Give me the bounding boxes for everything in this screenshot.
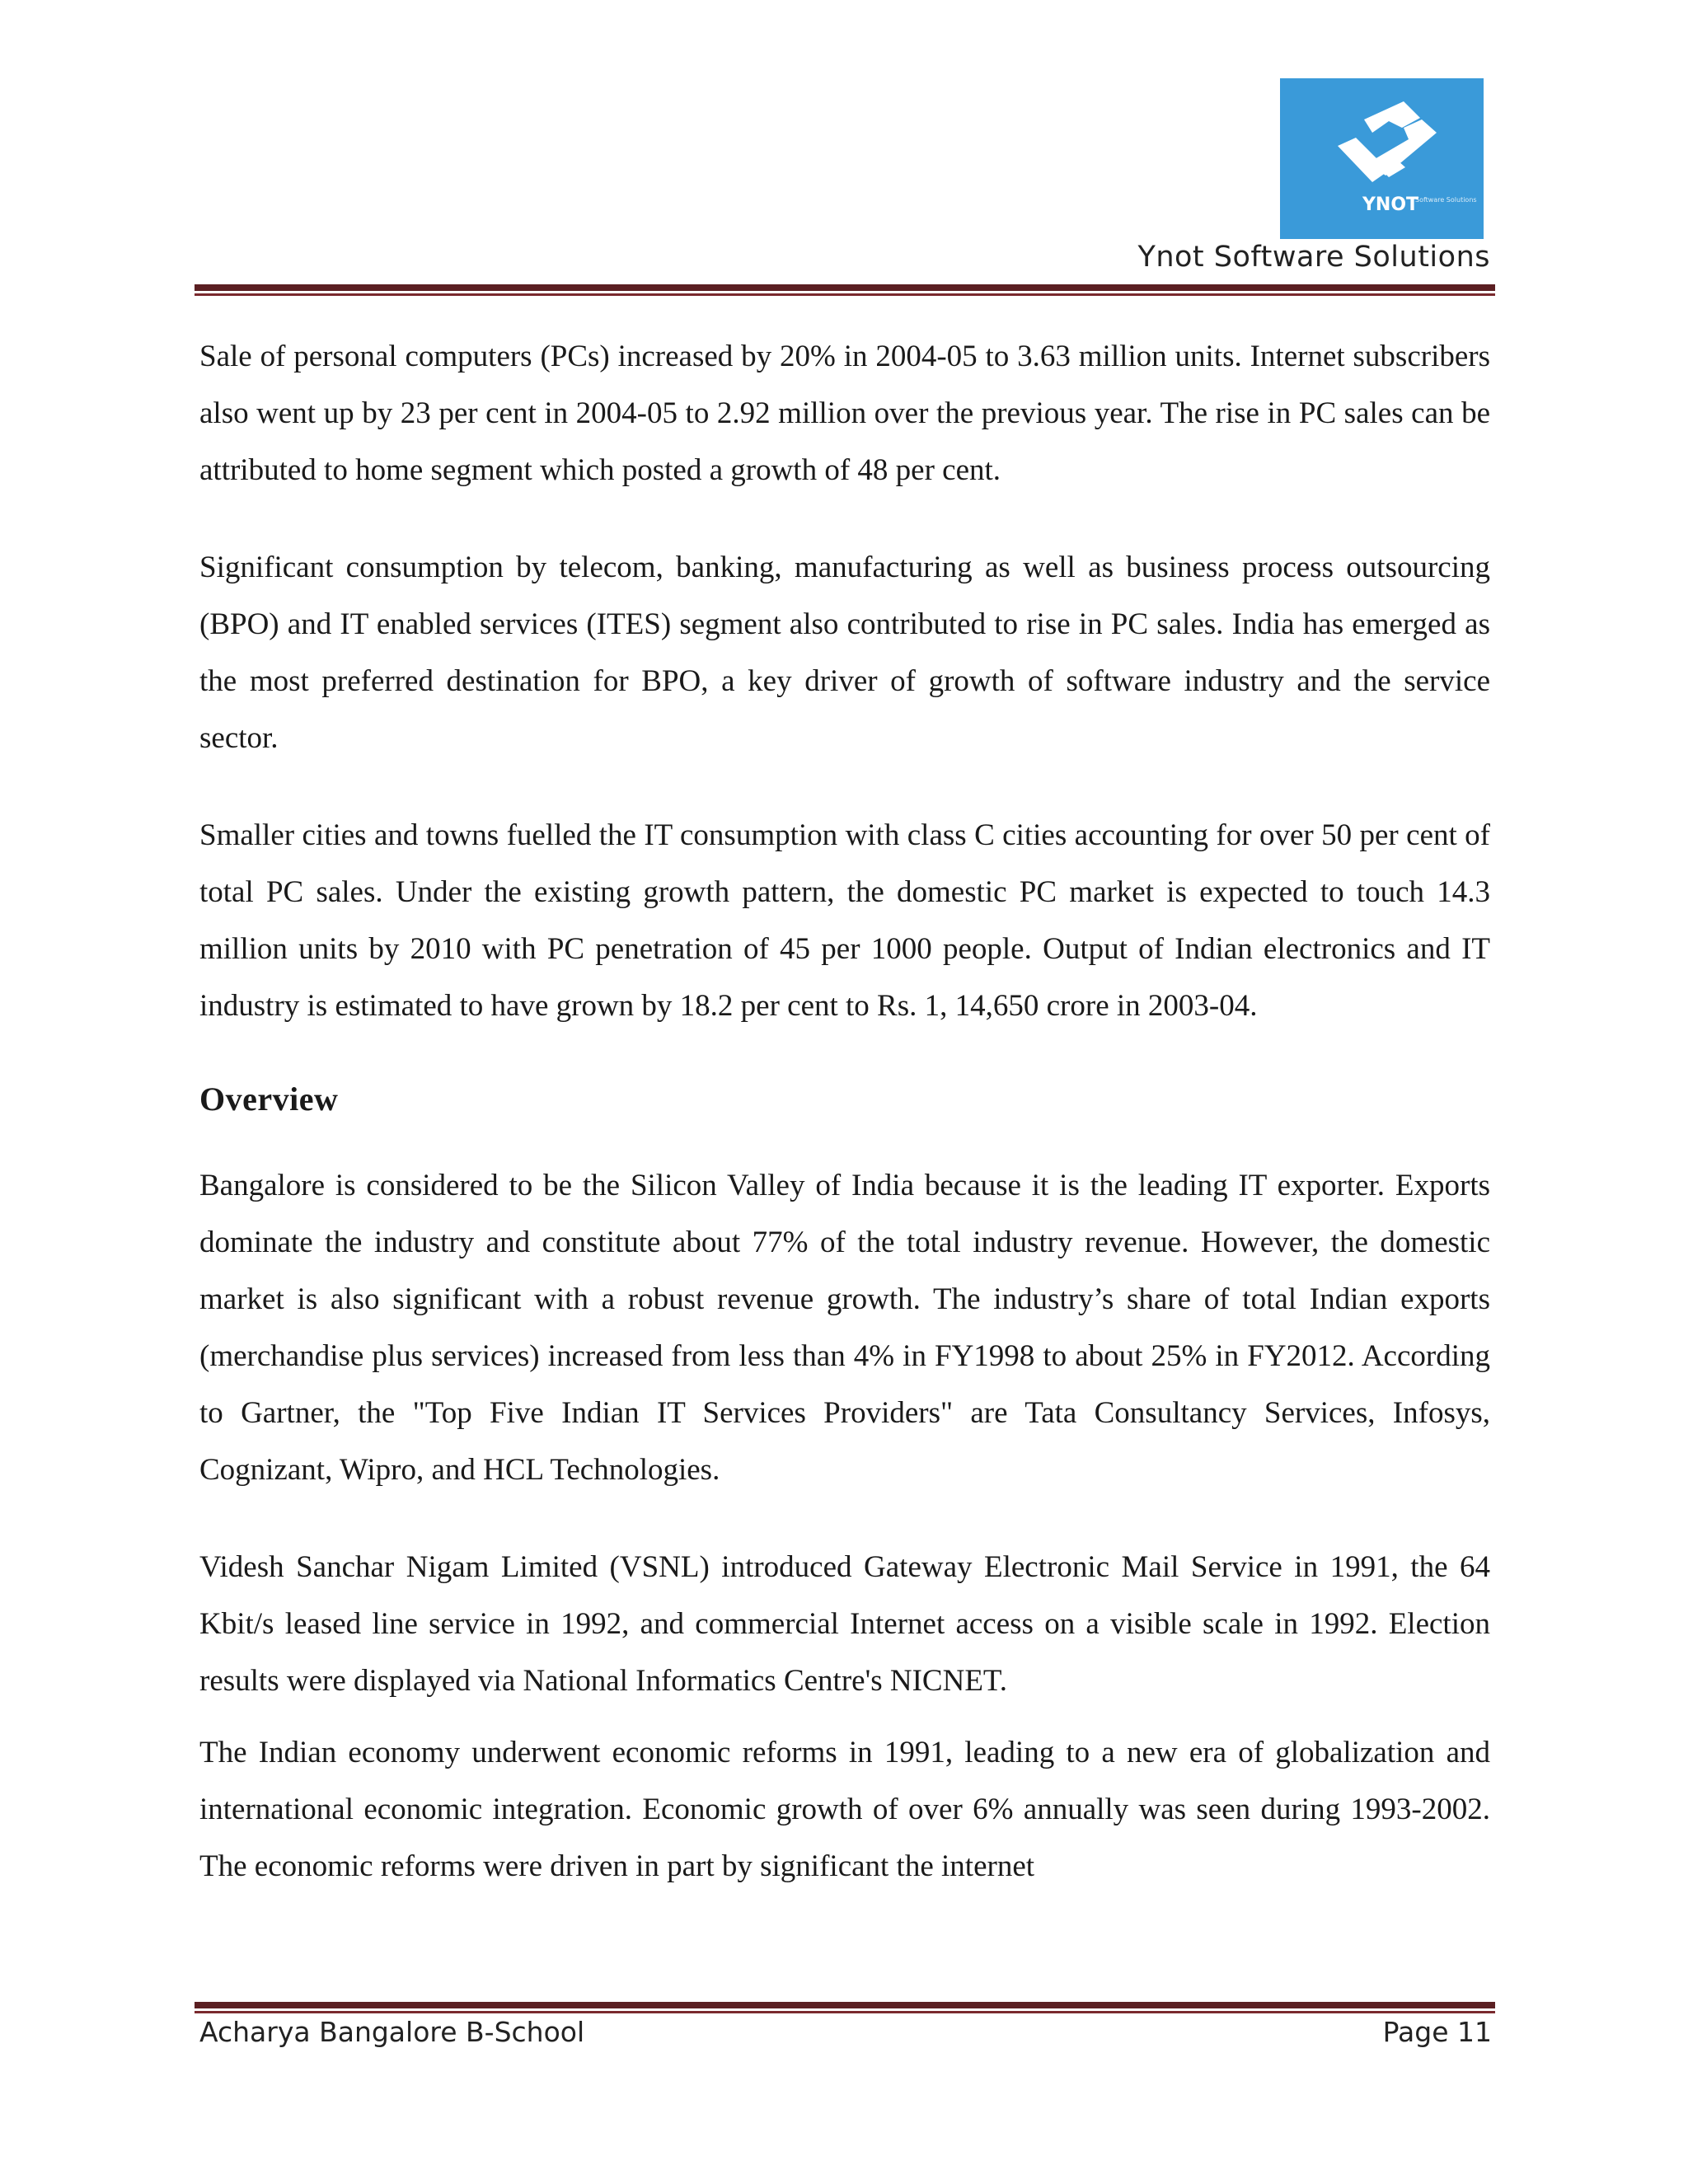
ynot-logo-icon (1280, 78, 1484, 239)
paragraph-bangalore: Bangalore is considered to be the Silicon Valley of India because it is the leading IT exporter. Exports dominate the industry and constitute about 77% of the total industry revenue. However, the domestic market is also significant with a robust revenue growth. The industry’s share of total Indian exports (merchandise plus services) increased from less than 4% in FY1998 to about 25% in FY2012. According to Gartner, the "Top Five Indian IT Services Providers" are Tata Consultancy Services, Infosys, Cognizant, Wipro, and HCL Technologies. (199, 1169, 1490, 1487)
svg-text:Software Solutions: Software Solutions (1415, 196, 1477, 204)
paragraph-consumption: Significant consumption by telecom, banking, manufacturing as well as business process outsourcing (BPO) and IT enabled services (ITES) segment also contributed to rise in PC sales. India has emerged as the most preferred destination for BPO, a key driver of growth of software industry and the service sector. (199, 551, 1490, 755)
footer-divider (195, 2002, 1495, 2013)
footer-institution: Acharya Bangalore B-School (199, 2016, 585, 2048)
paragraph-vsnl: Videsh Sanchar Nigam Limited (VSNL) introduced Gateway Electronic Mail Service in 1991, the 64 Kbit/s leased line service in 1992, and commercial Internet access on a visible scale in 1992. Election results were displayed via National Informatics Centre's NICNET. (199, 1550, 1490, 1698)
header-company-name: Ynot Software Solutions (1137, 241, 1490, 274)
svg-text:YNOT: YNOT (1362, 194, 1419, 215)
paragraph-smaller-cities: Smaller cities and towns fuelled the IT consumption with class C cities accounting for over 50 per cent of total PC sales. Under the existing growth pattern, the domestic PC market is expected to touch 14.3 million units by 2010 with PC penetration of 45 per 1000 people. Output of Indian electronics and IT industry is estimated to have grown by 18.2 per cent to Rs. 1, 14,650 crore in 2003-04. (199, 818, 1490, 1023)
paragraph-economy: The Indian economy underwent economic reforms in 1991, leading to a new era of globalization and international economic integration. Economic growth of over 6% annually was seen during 1993-2002. The economic reforms were driven in part by significant the internet (199, 1736, 1490, 1883)
section-heading-overview: Overview (199, 1080, 339, 1118)
page-body (199, 328, 1490, 1935)
header-divider (195, 284, 1495, 296)
page-number: Page 11 (1382, 2016, 1492, 2048)
paragraph-pc-sales: Sale of personal computers (PCs) increased by 20% in 2004-05 to 3.63 million units. Internet subscribers also went up by 23 per cent in 2004-05 to 2.92 million over the previous year. The rise in PC sales can be attributed to home segment which posted a growth of 48 per cent. (199, 340, 1490, 487)
